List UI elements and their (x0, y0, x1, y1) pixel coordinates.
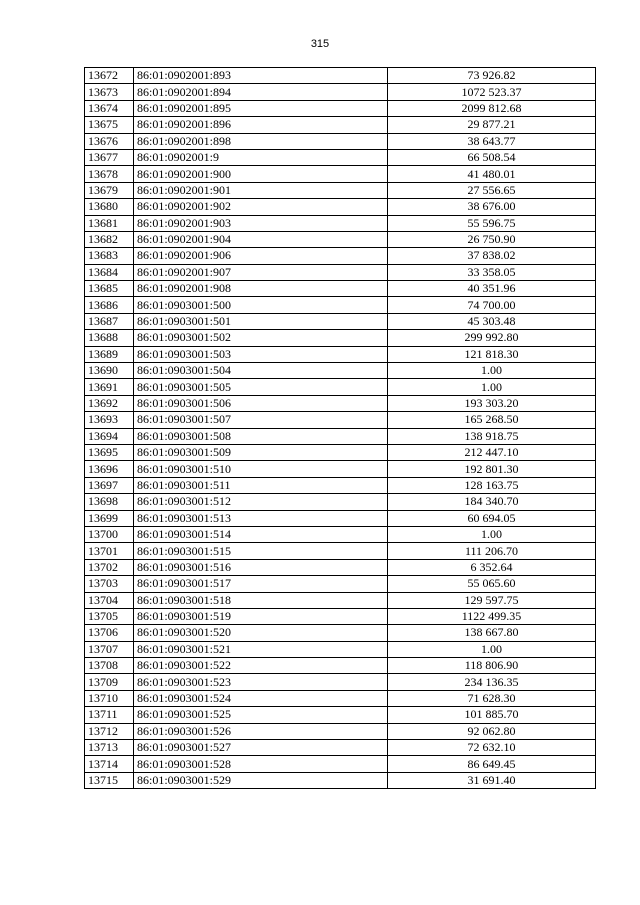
cadastral-number-cell: 86:01:0903001:502 (134, 330, 388, 346)
cadastral-number-cell: 86:01:0903001:523 (134, 674, 388, 690)
table-row (85, 68, 596, 84)
cadastral-value-cell: 73 926.82 (388, 68, 596, 84)
table-row (85, 477, 596, 493)
table-row (85, 723, 596, 739)
cadastral-value-cell: 138 667.80 (388, 625, 596, 641)
cadastral-number-cell: 86:01:0903001:506 (134, 395, 388, 411)
cadastral-number-cell: 86:01:0902001:894 (134, 84, 388, 100)
table-row (85, 576, 596, 592)
row-number-cell: 13692 (85, 395, 134, 411)
cadastral-number-cell: 86:01:0903001:516 (134, 559, 388, 575)
cadastral-number-cell: 86:01:0903001:500 (134, 297, 388, 313)
table-row (85, 133, 596, 149)
cadastral-number-cell: 86:01:0903001:519 (134, 608, 388, 624)
cadastral-number-cell: 86:01:0903001:527 (134, 740, 388, 756)
cadastral-value-cell: 55 596.75 (388, 215, 596, 231)
row-number-cell: 13683 (85, 248, 134, 264)
cadastral-value-cell: 27 556.65 (388, 182, 596, 198)
table-row (85, 444, 596, 460)
row-number-cell: 13705 (85, 608, 134, 624)
table-row (85, 707, 596, 723)
cadastral-value-cell: 101 885.70 (388, 707, 596, 723)
table-row (85, 592, 596, 608)
row-number-cell: 13674 (85, 100, 134, 116)
cadastral-number-cell: 86:01:0903001:521 (134, 641, 388, 657)
row-number-cell: 13699 (85, 510, 134, 526)
cadastral-value-cell: 33 358.05 (388, 264, 596, 280)
cadastral-value-cell: 45 303.48 (388, 313, 596, 329)
cadastral-value-cell: 55 065.60 (388, 576, 596, 592)
table-body (85, 68, 596, 789)
row-number-cell: 13708 (85, 658, 134, 674)
row-number-cell: 13698 (85, 494, 134, 510)
cadastral-number-cell: 86:01:0903001:526 (134, 723, 388, 739)
cadastral-number-cell: 86:01:0903001:513 (134, 510, 388, 526)
row-number-cell: 13701 (85, 543, 134, 559)
table-row (85, 608, 596, 624)
cadastral-value-cell: 2099 812.68 (388, 100, 596, 116)
cadastral-number-cell: 86:01:0903001:508 (134, 428, 388, 444)
cadastral-number-cell: 86:01:0903001:504 (134, 363, 388, 379)
table-row (85, 363, 596, 379)
cadastral-number-cell: 86:01:0902001:906 (134, 248, 388, 264)
cadastral-number-cell: 86:01:0902001:902 (134, 199, 388, 215)
cadastral-value-cell: 129 597.75 (388, 592, 596, 608)
cadastral-value-cell: 40 351.96 (388, 281, 596, 297)
table-row (85, 494, 596, 510)
table-row (85, 117, 596, 133)
cadastral-value-cell: 192 801.30 (388, 461, 596, 477)
cadastral-number-cell: 86:01:0903001:529 (134, 772, 388, 788)
cadastral-value-cell: 1.00 (388, 641, 596, 657)
table-row (85, 264, 596, 280)
cadastral-value-cell: 38 676.00 (388, 199, 596, 215)
cadastral-number-cell: 86:01:0902001:908 (134, 281, 388, 297)
row-number-cell: 13697 (85, 477, 134, 493)
row-number-cell: 13693 (85, 412, 134, 428)
cadastral-number-cell: 86:01:0903001:518 (134, 592, 388, 608)
row-number-cell: 13709 (85, 674, 134, 690)
cadastral-number-cell: 86:01:0903001:510 (134, 461, 388, 477)
table-row (85, 84, 596, 100)
cadastral-value-cell: 72 632.10 (388, 740, 596, 756)
page-number: 315 (310, 38, 330, 50)
row-number-cell: 13712 (85, 723, 134, 739)
cadastral-value-cell: 193 303.20 (388, 395, 596, 411)
table-row (85, 313, 596, 329)
table-row (85, 182, 596, 198)
row-number-cell: 13686 (85, 297, 134, 313)
row-number-cell: 13672 (85, 68, 134, 84)
row-number-cell: 13703 (85, 576, 134, 592)
cadastral-value-cell: 6 352.64 (388, 559, 596, 575)
cadastral-number-cell: 86:01:0902001:895 (134, 100, 388, 116)
table-row (85, 543, 596, 559)
cadastral-value-cell: 41 480.01 (388, 166, 596, 182)
cadastral-number-cell: 86:01:0902001:893 (134, 68, 388, 84)
table-row (85, 772, 596, 788)
cadastral-value-cell: 86 649.45 (388, 756, 596, 772)
row-number-cell: 13694 (85, 428, 134, 444)
cadastral-value-cell: 1.00 (388, 526, 596, 542)
table-row (85, 215, 596, 231)
cadastral-number-cell: 86:01:0903001:511 (134, 477, 388, 493)
cadastral-number-cell: 86:01:0903001:520 (134, 625, 388, 641)
cadastral-value-cell: 38 643.77 (388, 133, 596, 149)
table-row (85, 199, 596, 215)
row-number-cell: 13711 (85, 707, 134, 723)
table-row (85, 526, 596, 542)
cadastral-number-cell: 86:01:0902001:903 (134, 215, 388, 231)
table-row (85, 674, 596, 690)
table-row (85, 330, 596, 346)
cadastral-number-cell: 86:01:0902001:904 (134, 231, 388, 247)
table-row (85, 690, 596, 706)
row-number-cell: 13687 (85, 313, 134, 329)
cadastral-value-cell: 165 268.50 (388, 412, 596, 428)
table-row (85, 428, 596, 444)
row-number-cell: 13706 (85, 625, 134, 641)
row-number-cell: 13715 (85, 772, 134, 788)
row-number-cell: 13707 (85, 641, 134, 657)
row-number-cell: 13688 (85, 330, 134, 346)
cadastral-value-cell: 234 136.35 (388, 674, 596, 690)
cadastral-number-cell: 86:01:0903001:509 (134, 444, 388, 460)
row-number-cell: 13685 (85, 281, 134, 297)
cadastral-value-cell: 1072 523.37 (388, 84, 596, 100)
table-row (85, 231, 596, 247)
row-number-cell: 13690 (85, 363, 134, 379)
row-number-cell: 13700 (85, 526, 134, 542)
table-row (85, 412, 596, 428)
cadastral-value-cell: 111 206.70 (388, 543, 596, 559)
cadastral-value-cell: 26 750.90 (388, 231, 596, 247)
cadastral-number-cell: 86:01:0903001:528 (134, 756, 388, 772)
table-row (85, 395, 596, 411)
table-row (85, 658, 596, 674)
table-row (85, 510, 596, 526)
table-row (85, 166, 596, 182)
row-number-cell: 13681 (85, 215, 134, 231)
cadastral-value-cell: 1122 499.35 (388, 608, 596, 624)
table-row (85, 641, 596, 657)
cadastral-number-cell: 86:01:0903001:525 (134, 707, 388, 723)
cadastral-value-cell: 37 838.02 (388, 248, 596, 264)
cadastral-value-cell: 118 806.90 (388, 658, 596, 674)
table-row (85, 297, 596, 313)
table-row (85, 248, 596, 264)
row-number-cell: 13689 (85, 346, 134, 362)
row-number-cell: 13678 (85, 166, 134, 182)
cadastral-value-cell: 1.00 (388, 379, 596, 395)
table-row (85, 625, 596, 641)
row-number-cell: 13677 (85, 149, 134, 165)
row-number-cell: 13682 (85, 231, 134, 247)
cadastral-value-cell: 74 700.00 (388, 297, 596, 313)
cadastral-value-table (84, 67, 596, 789)
row-number-cell: 13684 (85, 264, 134, 280)
row-number-cell: 13713 (85, 740, 134, 756)
table-row (85, 461, 596, 477)
cadastral-value-cell: 128 163.75 (388, 477, 596, 493)
cadastral-number-cell: 86:01:0903001:507 (134, 412, 388, 428)
cadastral-value-cell: 212 447.10 (388, 444, 596, 460)
cadastral-value-cell: 29 877.21 (388, 117, 596, 133)
cadastral-number-cell: 86:01:0903001:512 (134, 494, 388, 510)
cadastral-number-cell: 86:01:0903001:503 (134, 346, 388, 362)
cadastral-number-cell: 86:01:0902001:898 (134, 133, 388, 149)
row-number-cell: 13704 (85, 592, 134, 608)
cadastral-value-cell: 138 918.75 (388, 428, 596, 444)
table-row (85, 346, 596, 362)
row-number-cell: 13680 (85, 199, 134, 215)
row-number-cell: 13714 (85, 756, 134, 772)
table-row (85, 281, 596, 297)
row-number-cell: 13675 (85, 117, 134, 133)
cadastral-number-cell: 86:01:0903001:517 (134, 576, 388, 592)
cadastral-number-cell: 86:01:0903001:501 (134, 313, 388, 329)
cadastral-value-cell: 184 340.70 (388, 494, 596, 510)
row-number-cell: 13676 (85, 133, 134, 149)
row-number-cell: 13695 (85, 444, 134, 460)
cadastral-value-cell: 92 062.80 (388, 723, 596, 739)
cadastral-number-cell: 86:01:0902001:896 (134, 117, 388, 133)
cadastral-value-cell: 121 818.30 (388, 346, 596, 362)
row-number-cell: 13696 (85, 461, 134, 477)
row-number-cell: 13679 (85, 182, 134, 198)
cadastral-number-cell: 86:01:0903001:514 (134, 526, 388, 542)
cadastral-value-cell: 71 628.30 (388, 690, 596, 706)
cadastral-number-cell: 86:01:0903001:515 (134, 543, 388, 559)
cadastral-number-cell: 86:01:0903001:522 (134, 658, 388, 674)
row-number-cell: 13702 (85, 559, 134, 575)
table-row (85, 559, 596, 575)
row-number-cell: 13673 (85, 84, 134, 100)
cadastral-number-cell: 86:01:0902001:907 (134, 264, 388, 280)
cadastral-number-cell: 86:01:0903001:524 (134, 690, 388, 706)
cadastral-number-cell: 86:01:0902001:9 (134, 149, 388, 165)
table-row (85, 100, 596, 116)
cadastral-value-cell: 66 508.54 (388, 149, 596, 165)
table-row (85, 149, 596, 165)
cadastral-value-cell: 1.00 (388, 363, 596, 379)
table-row (85, 756, 596, 772)
table-row (85, 740, 596, 756)
cadastral-number-cell: 86:01:0902001:901 (134, 182, 388, 198)
cadastral-value-cell: 299 992.80 (388, 330, 596, 346)
cadastral-number-cell: 86:01:0903001:505 (134, 379, 388, 395)
cadastral-value-cell: 60 694.05 (388, 510, 596, 526)
row-number-cell: 13710 (85, 690, 134, 706)
row-number-cell: 13691 (85, 379, 134, 395)
cadastral-value-cell: 31 691.40 (388, 772, 596, 788)
table-row (85, 379, 596, 395)
cadastral-number-cell: 86:01:0902001:900 (134, 166, 388, 182)
